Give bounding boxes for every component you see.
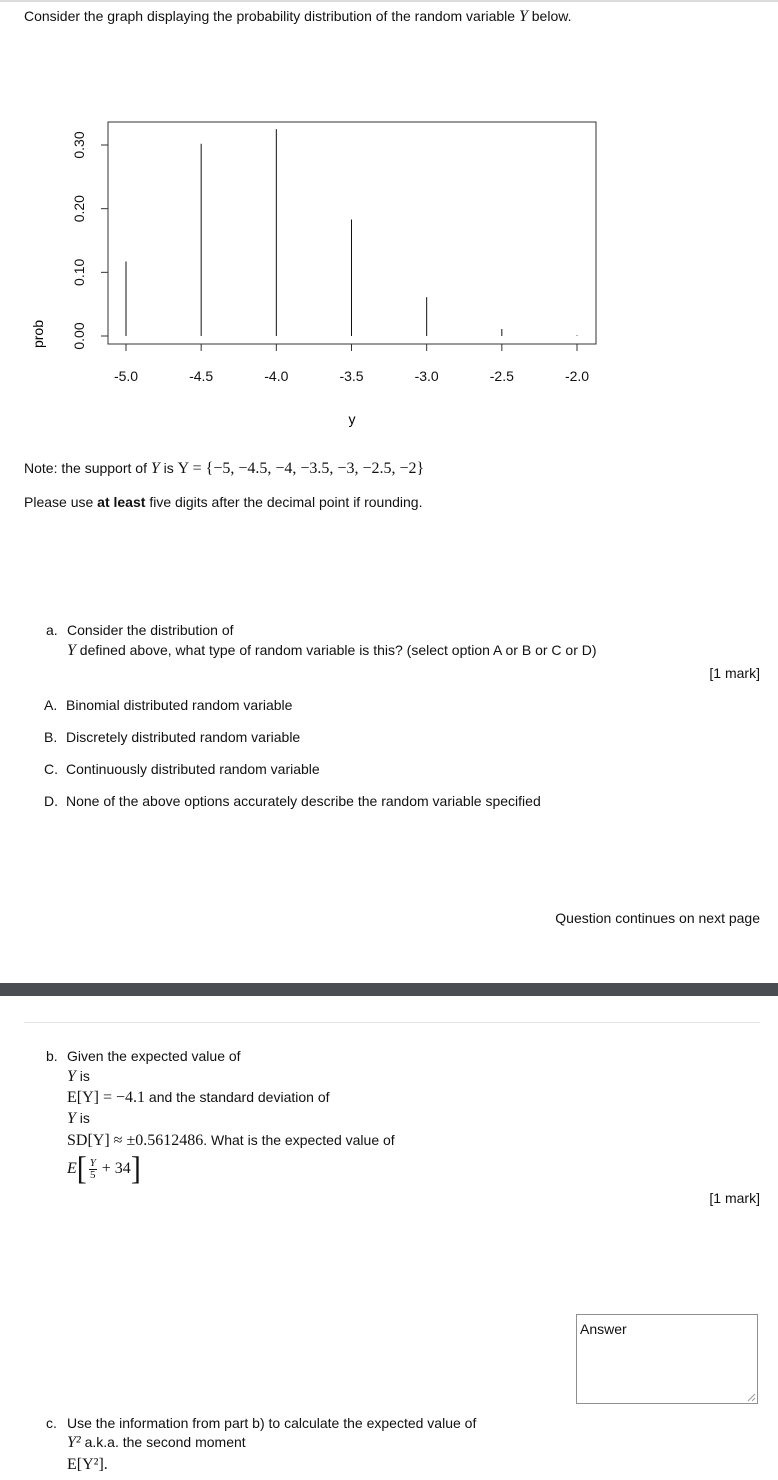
option-a-text: Binomial distributed random variable — [66, 697, 293, 713]
x-tick-label: -4.5 — [189, 368, 214, 384]
part-b-expression: E [ Y 5 + 34 ] — [67, 1150, 141, 1187]
part-b-expectation-line — [67, 1089, 330, 1107]
support-note — [24, 460, 424, 478]
option-b[interactable] — [44, 729, 300, 745]
intro-text: Consider the graph displaying the probability distribution of the random variable — [24, 8, 516, 24]
x-tick-label: -3.0 — [414, 368, 439, 384]
probability-chart — [0, 100, 778, 440]
option-c-text: Continuously distributed random variable — [66, 761, 320, 777]
option-d-text: None of the above options accurately describe the random variable specified — [66, 793, 541, 809]
part-c-label: c. — [46, 1415, 57, 1431]
part-b-line3: . What is the expected value of — [203, 1132, 395, 1148]
part-a-variable: Y — [67, 642, 76, 659]
fraction-denominator: 5 — [90, 1168, 96, 1181]
answer-input[interactable] — [576, 1314, 758, 1404]
part-a-question: defined above, what type of random variable is this? (select option A or B or C or D) — [79, 642, 597, 658]
part-b-sd-line — [67, 1132, 395, 1150]
part-c-moment-text: a.k.a. the second moment — [84, 1434, 246, 1450]
y-axis-label: prob — [30, 319, 46, 349]
x-tick-label: -4.0 — [264, 368, 289, 384]
option-c[interactable] — [44, 761, 320, 777]
part-c-line2 — [67, 1434, 246, 1452]
bars-group — [126, 129, 577, 336]
part-b-variable-1: Y — [67, 1068, 76, 1085]
part-b-var1-line — [67, 1068, 90, 1086]
rounding-emphasis: at least — [97, 494, 146, 510]
expression-constant: + 34 — [101, 1160, 131, 1177]
x-axis — [114, 344, 589, 384]
x-tick-label: -5.0 — [113, 368, 139, 384]
question-intro — [24, 8, 571, 26]
option-a-letter: A. — [44, 697, 58, 713]
part-a-line2 — [67, 642, 597, 660]
part-b-line1: Given the expected value of — [67, 1048, 241, 1064]
option-d[interactable] — [44, 793, 541, 809]
rounding-instruction — [24, 494, 422, 510]
y-tick-label: 0.30 — [71, 131, 87, 159]
part-b-variable-2: Y — [67, 1110, 76, 1127]
y-axis — [71, 131, 108, 349]
option-c-letter: C. — [44, 761, 58, 777]
top-border — [0, 0, 778, 2]
y-tick-label: 0.10 — [71, 258, 87, 286]
y-squared: Y² — [67, 1434, 81, 1451]
note-variable: Y — [150, 460, 160, 477]
x-axis-label: y — [348, 411, 356, 427]
part-a-mark: [1 mark] — [709, 665, 760, 681]
part-a-line1: Consider the distribution of — [67, 622, 234, 638]
standard-deviation: SD[Y] ≈ ±0.5612486 — [67, 1132, 204, 1149]
continues-note: Question continues on next page — [555, 910, 760, 926]
note-prefix: Note: the support of — [24, 460, 147, 476]
part-b-mark: [1 mark] — [709, 1190, 760, 1206]
part-b-line2: and the standard deviation of — [148, 1089, 330, 1105]
intro-variable: Y — [518, 8, 528, 25]
part-c-line1: Use the information from part b) to calculate the expected value of — [67, 1415, 477, 1431]
support-set: Y = {−5, −4.5, −4, −3.5, −3, −2.5, −2} — [177, 460, 425, 477]
resize-grip-icon[interactable] — [747, 1393, 756, 1402]
expected-value: E[Y] = −4.1 — [67, 1089, 146, 1106]
part-b-is-1: is — [79, 1068, 90, 1084]
option-d-letter: D. — [44, 793, 58, 809]
y-tick-label: 0.00 — [71, 322, 87, 350]
intro-suffix: below. — [531, 8, 572, 24]
rounding-suffix: five digits after the decimal point if rounding. — [149, 494, 423, 510]
x-tick-label: -2.5 — [489, 368, 514, 384]
part-b-label: b. — [46, 1048, 58, 1064]
fraction-numerator: Y — [89, 1156, 96, 1169]
page-separator — [0, 983, 778, 996]
part-a-label: a. — [46, 622, 58, 638]
note-is: is — [163, 460, 174, 476]
option-a[interactable] — [44, 697, 292, 713]
x-tick-label: -2.0 — [564, 368, 590, 384]
option-b-letter: B. — [44, 729, 58, 745]
part-c-expectation: E[Y²]. — [67, 1456, 108, 1473]
divider — [24, 1022, 760, 1023]
rounding-prefix: Please use — [24, 494, 94, 510]
answer-label: Answer — [580, 1321, 627, 1337]
x-tick-label: -3.5 — [339, 368, 364, 384]
option-b-text: Discretely distributed random variable — [66, 729, 301, 745]
part-b-is-2: is — [79, 1110, 90, 1126]
y-tick-label: 0.20 — [71, 195, 87, 223]
part-b-var2-line — [67, 1110, 90, 1128]
